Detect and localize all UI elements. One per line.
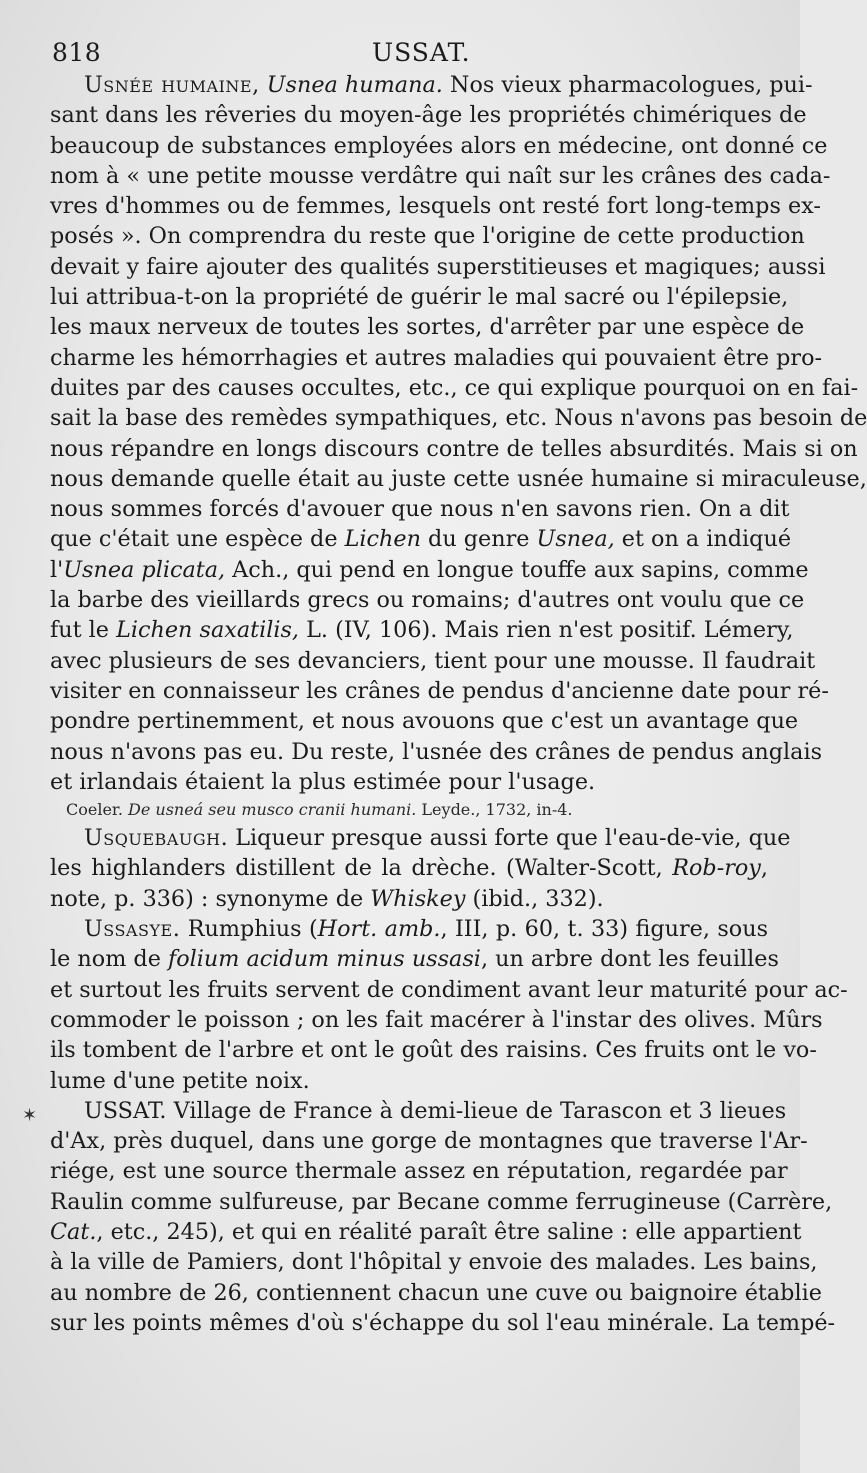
text: , III, p. 60, t. 33) figure, sous <box>440 916 769 943</box>
usnee-latin-name: Usnea humana. <box>266 72 443 98</box>
text: note, p. 336) : synonyme de <box>50 885 371 912</box>
page-number: 818 <box>52 38 102 67</box>
text: le nom de <box>50 946 168 973</box>
ussat-line-5 <box>50 1217 802 1247</box>
text: et on a indiqué <box>614 526 792 553</box>
ussat-line-7: au nombre de 26, contiennent chacun une cuve ou baignoire établie <box>50 1279 822 1306</box>
usnee-line-5: vres d'hommes ou de femmes, lesquels ont resté fort long-temps ex- <box>50 193 821 220</box>
ussat-line-3: riége, est une source thermale assez en réputation, regardée par <box>50 1158 788 1185</box>
text: folium acidum minus ussasi <box>167 946 481 973</box>
text: Lichen <box>344 526 421 553</box>
ussat-line-8: sur les points mêmes d'où s'échappe du sol l'eau minérale. La tempé- <box>50 1309 836 1336</box>
text: Coeler. <box>66 800 128 820</box>
text: Leyde., 1732, in-4. <box>416 800 573 820</box>
usnee-line-14: nous demande quelle était au juste cette usnée humaine si miraculeuse, <box>50 465 867 492</box>
usnee-line-3: beaucoup de substances employées alors en médecine, ont donné ce <box>50 132 828 159</box>
usnee-line-22: pondre pertinemment, et nous avouons que c'est un avantage que <box>50 708 799 735</box>
text: Usnea plicata, <box>63 556 226 583</box>
running-title: USSAT. <box>372 38 471 67</box>
text: Nos vieux pharmacologues, pui- <box>442 72 813 98</box>
text: que c'était une espèce de <box>50 526 345 553</box>
entry-title-ussat: USSAT. <box>84 1097 167 1124</box>
usnee-line-12: sait la base des remèdes sympathiques, etc. Nous n'avons pas besoin de <box>50 405 867 432</box>
text: Village de France à demi-lieue de Tarascon et 3 lieues <box>166 1097 787 1124</box>
text: fut le <box>50 617 117 644</box>
usnee-line-11: duites par des causes occultes, etc., ce qui explique pourquoi on en fai- <box>50 374 859 401</box>
ussasye-line-3: et surtout les fruits servent de condiment avant leur maturité pour ac- <box>50 976 848 1003</box>
ussat-line-6: à la ville de Pamiers, dont l'hôpital y envoie des malades. Les bains, <box>50 1249 818 1276</box>
usnee-line-18: la barbe des vieillards grecs ou romains; d'autres ont voulu que ce <box>50 587 805 614</box>
usnee-line-20: avec plusieurs de ses devanciers, tient pour une mousse. Il faudrait <box>50 647 816 674</box>
ussasye-line-5: ils tombent de l'arbre et ont le goût des raisins. Ces fruits ont le vo- <box>50 1037 817 1064</box>
entry-title-usnee: Usnée humaine, <box>84 72 260 98</box>
usnee-line-6: posés ». On comprendra du reste que l'origine de cette production <box>50 223 805 250</box>
usnee-line-15: nous sommes forcés d'avouer que nous n'en savons rien. On a dit <box>50 496 790 523</box>
text: les highlanders distillent de la drèche. (Walter-Scott, <box>50 855 673 882</box>
text: Liqueur presque aussi forte que l'eau-de-vie, que <box>228 825 791 852</box>
text: , un arbre dont les feuilles <box>480 946 779 973</box>
text: L. (IV, 106). Mais rien n'est positif. Lémery, <box>299 617 794 644</box>
usnee-line-1 <box>50 70 813 100</box>
usnee-line-19 <box>50 615 794 645</box>
usnee-line-21: visiter en connaisseur les crânes de pendus d'ancienne date pour ré- <box>50 677 829 704</box>
ussat-line-4: Raulin comme sulfureuse, par Becane comme ferrugineuse (Carrère, <box>50 1188 833 1215</box>
text: De usneá seu musco cranii humani. <box>128 800 417 820</box>
text: Lichen saxatilis, <box>116 617 299 644</box>
text: Cat. <box>50 1218 97 1245</box>
usnee-line-9: les maux nerveux de toutes les sortes, d'arrêter par une espèce de <box>50 314 805 341</box>
usnee-line-4: nom à « une petite mousse verdâtre qui naît sur les crânes des cada- <box>50 162 831 189</box>
text: Hort. amb. <box>317 916 441 943</box>
entry-title-ussasye: Ussasye. <box>84 916 181 943</box>
text: (ibid., 332). <box>465 885 604 912</box>
ussasye-line-6: lume d'une petite noix. <box>50 1067 310 1094</box>
usnee-line-7: devait y faire ajouter des qualités superstitieuses et magiques; aussi <box>50 253 826 280</box>
text: Usnea, <box>536 526 615 553</box>
ussat-line-1 <box>50 1096 787 1126</box>
usnee-citation <box>50 797 768 823</box>
usnee-line-2: sant dans les rêveries du moyen-âge les propriétés chimériques de <box>50 102 807 129</box>
text: l' <box>50 556 64 583</box>
entry-title-usquebaugh: Usquebaugh. <box>84 825 229 852</box>
ussasye-line-2 <box>50 944 779 974</box>
usnee-line-13: nous répandre en longs discours contre de telles absurdités. Mais si on <box>50 435 858 462</box>
text: , etc., 245), et qui en réalité paraît être saline : elle appartient <box>96 1218 802 1245</box>
usquebaugh-line-1 <box>50 823 791 853</box>
usnee-line-24: et irlandais étaient la plus estimée pour l'usage. <box>50 768 596 795</box>
ussasye-line-4: commoder le poisson ; on les fait macérer à l'instar des olives. Mûrs <box>50 1006 823 1033</box>
usnee-line-16 <box>50 524 792 554</box>
text: Rumphius ( <box>180 916 318 943</box>
ussat-line-2: d'Ax, près duquel, dans une gorge de montagnes que traverse l'Ar- <box>50 1128 808 1155</box>
usquebaugh-line-2 <box>50 853 768 883</box>
usnee-line-8: lui attribua-t-on la propriété de guérir le mal sacré ou l'épilepsie, <box>50 284 789 311</box>
usnee-line-17 <box>50 555 809 585</box>
usquebaugh-line-3 <box>50 884 768 914</box>
usnee-line-10: charme les hémorrhagies et autres maladies qui pouvaient être pro- <box>50 344 823 371</box>
margin-mark-icon: ✶ <box>22 1105 38 1126</box>
ussasye-line-1 <box>50 914 768 944</box>
text: du genre <box>420 526 537 553</box>
usnee-line-23: nous n'avons pas eu. Du reste, l'usnée des crânes de pendus anglais <box>50 738 823 765</box>
text: Rob-roy <box>672 855 761 882</box>
text: , <box>760 855 768 882</box>
page-header <box>52 38 762 72</box>
page-body <box>50 70 867 1338</box>
text: Ach., qui pend en longue touffe aux sapins, comme <box>225 556 809 583</box>
text: Whiskey <box>370 885 466 912</box>
